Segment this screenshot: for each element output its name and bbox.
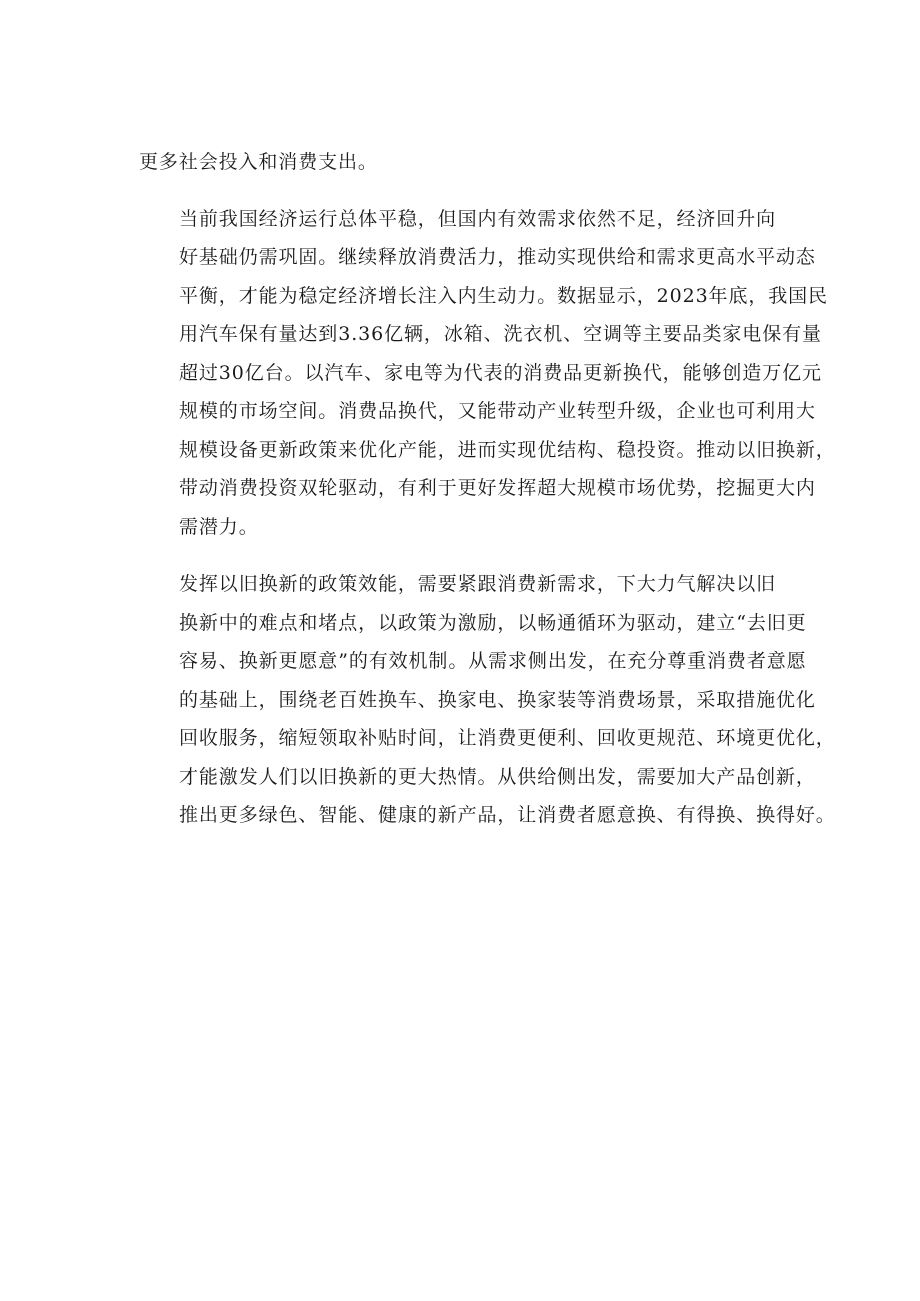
paragraph-line: 更多社会投入和消费支出。	[139, 151, 378, 173]
paragraph-2	[139, 200, 836, 547]
paragraph-line: 回收服务，缩短领取补贴时间，让消费更便利、回收更规范、环境更优化，	[179, 727, 836, 749]
document-body	[139, 143, 836, 835]
paragraph-line: 的基础上，围绕老百姓换车、换家电、换家装等消费场景，采取措施优化	[179, 688, 816, 711]
paragraph-3	[139, 565, 836, 835]
paragraph-line: 发挥以旧换新的政策效能，需要紧跟消费新需求，下大力气解决以旧	[179, 573, 777, 595]
paragraph-line: 规模的市场空间。消费品换代，又能带动产业转型升级，企业也可利用大	[179, 400, 816, 422]
paragraph-line: 推出更多绿色、智能、健康的新产品，让消费者愿意换、有得换、换得好。	[179, 804, 836, 826]
paragraph-line: 容易、换新更愿意”的有效机制。从需求侧出发，在充分尊重消费者意愿	[179, 650, 807, 672]
paragraph-1	[139, 143, 799, 182]
paragraph-line: 规模设备更新政策来优化产能，进而实现优结构、稳投资。推动以旧换新，	[179, 438, 836, 461]
paragraph-line: 平衡，才能为稳定经济增长注入内生动力。数据显示，2023年底，我国民	[179, 284, 828, 307]
paragraph-line: 超过30亿台。以汽车、家电等为代表的消费品更新换代，能够创造万亿元	[179, 361, 822, 384]
paragraph-line: 带动消费投资双轮驱动，有利于更好发挥超大规模市场优势，挖掘更大内	[179, 477, 816, 499]
paragraph-line: 当前我国经济运行总体平稳，但国内有效需求依然不足，经济回升向	[179, 207, 777, 230]
paragraph-line: 换新中的难点和堵点，以政策为激励，以畅通循环为驱动，建立“去旧更	[179, 611, 807, 634]
paragraph-line: 需潜力。	[179, 515, 259, 538]
paragraph-line: 才能激发人们以旧换新的更大热情。从供给侧出发，需要加大产品创新，	[179, 765, 816, 788]
paragraph-line: 好基础仍需巩固。继续释放消费活力，推动实现供给和需求更高水平动态	[179, 246, 816, 268]
paragraph-line: 用汽车保有量达到3.36亿辆，冰箱、洗衣机、空调等主要品类家电保有量	[179, 323, 822, 345]
